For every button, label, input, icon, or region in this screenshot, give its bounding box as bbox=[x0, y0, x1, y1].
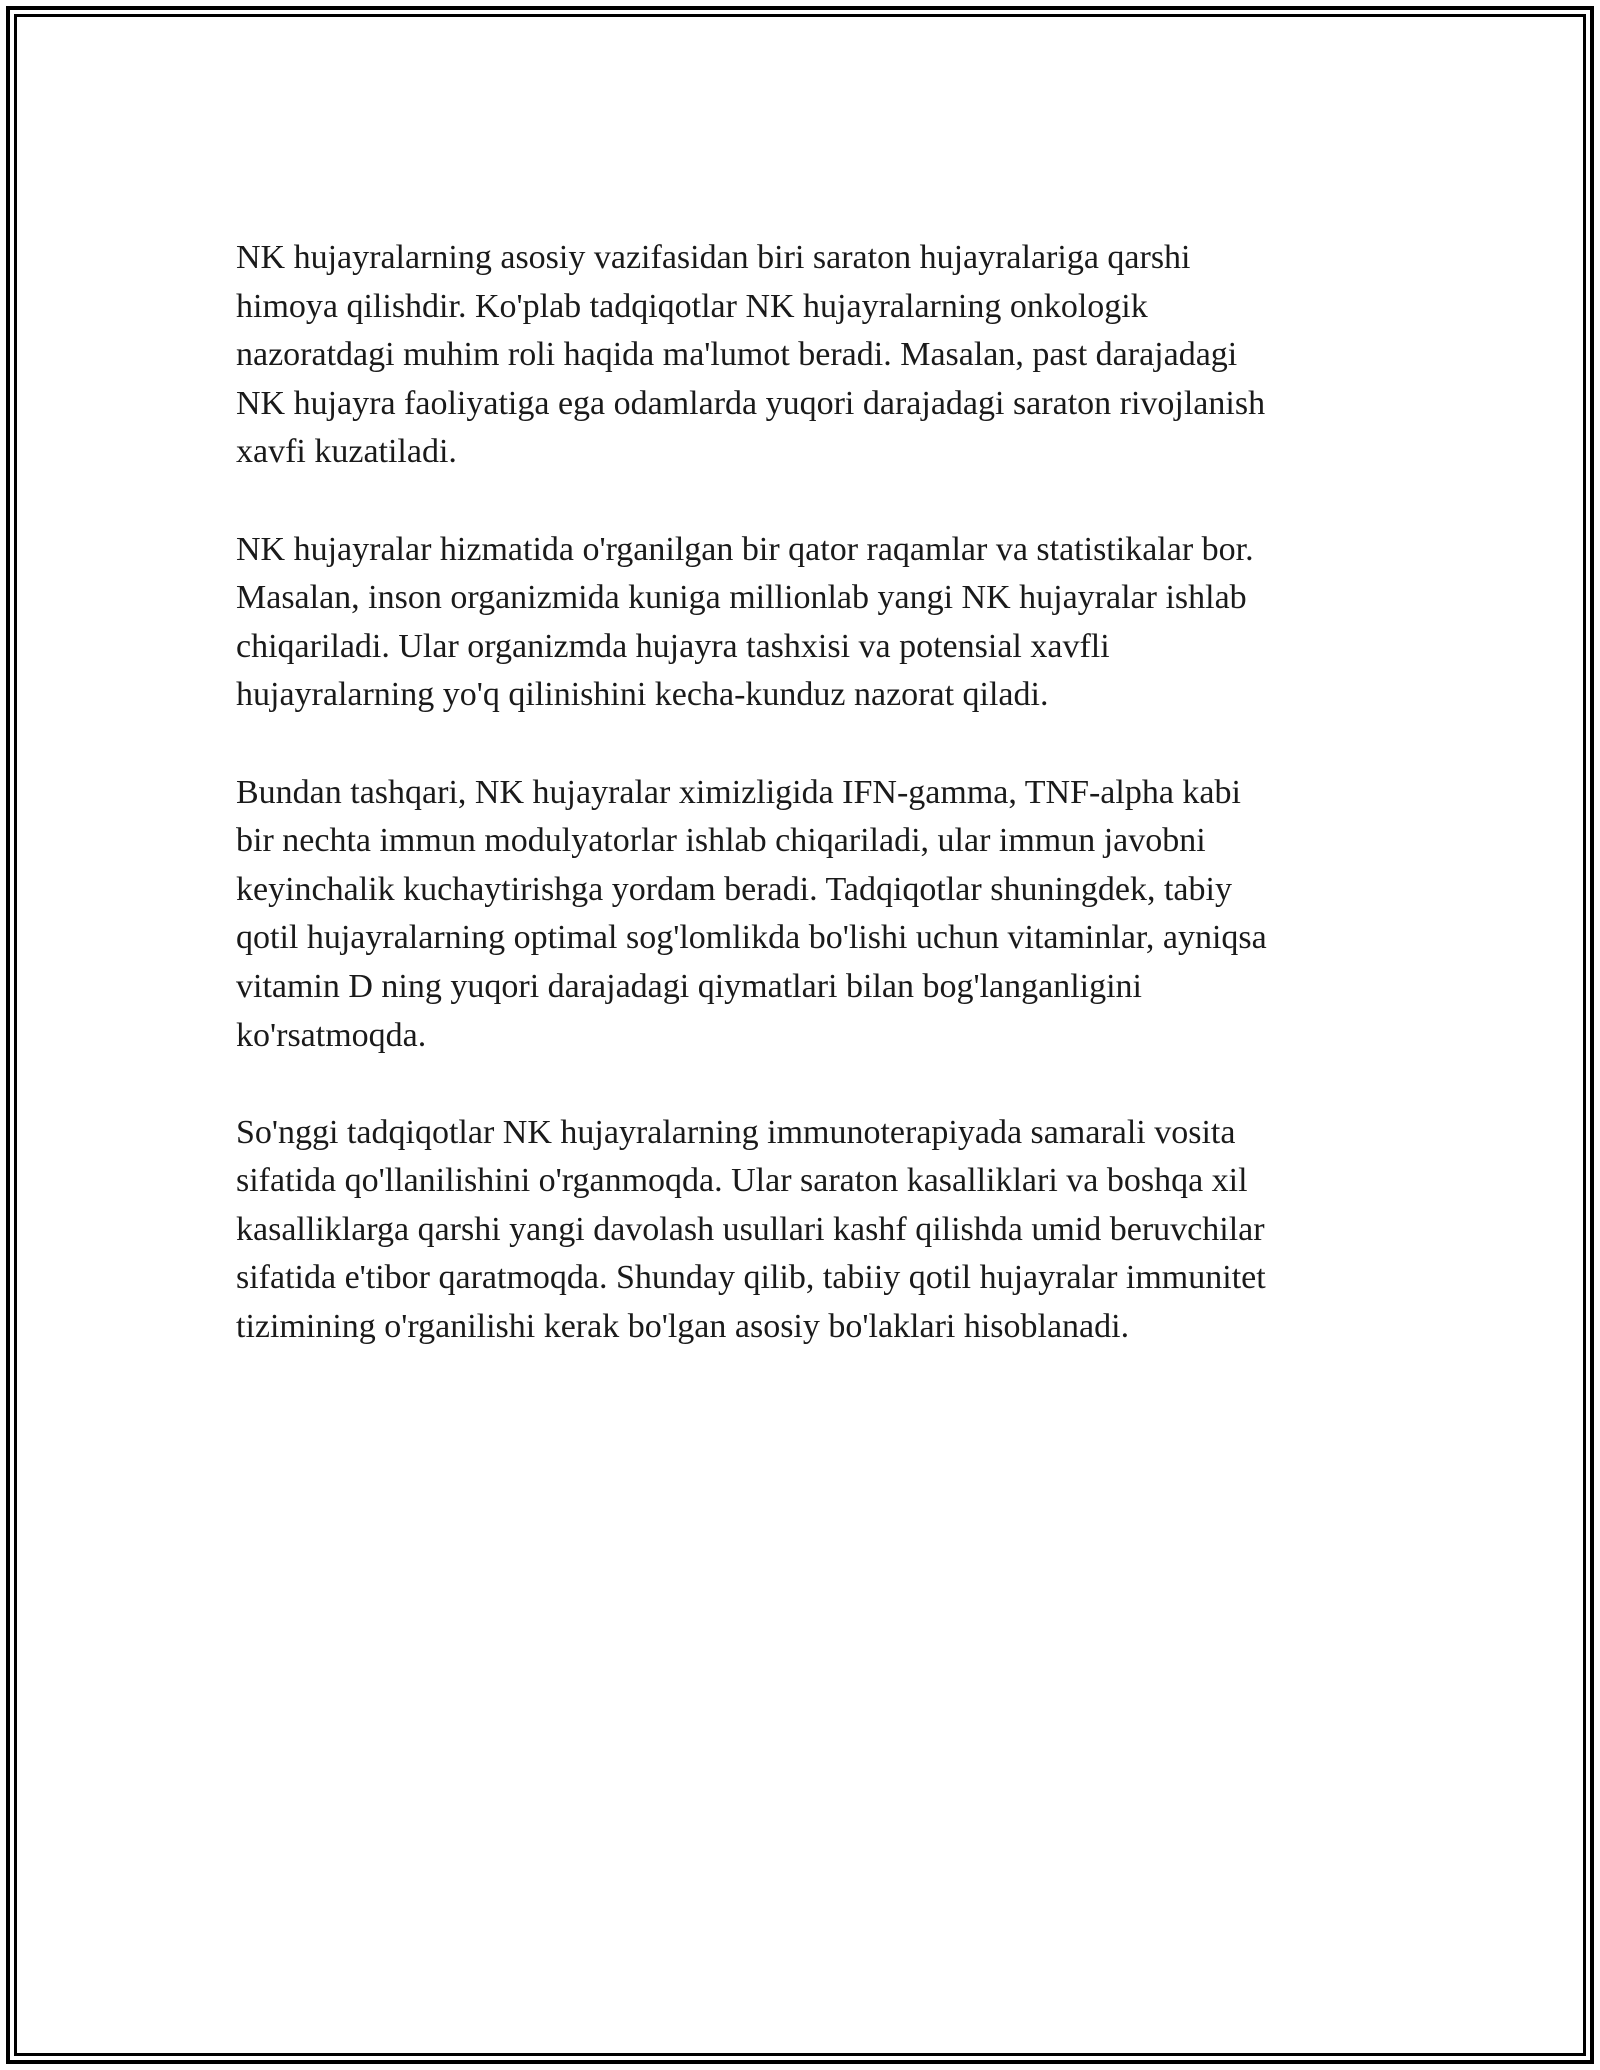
paragraph-3: Bundan tashqari, NK hujayralar ximizligida IFN-gamma, TNF-alpha kabi bir nechta immun modulyatorlar ishlab chiqariladi, ular immun javobni keyinchalik kuchaytirishga yordam beradi. Tadqiqotlar shuningdek, tabiy qotil hujayralarning optimal sog'lomlikda bo'lishi uchun vitaminlar, ayniqsa vitamin D ning yuqori darajadagi qiymatlari bilan bog'langanligini ko'rsatmoqda. bbox=[236, 773, 1267, 1054]
document-body bbox=[236, 234, 1366, 1352]
paragraph-2: NK hujayralar hizmatida o'rganilgan bir qator raqamlar va statistikalar bor. Masalan, inson organizmida kuniga millionlab yangi NK hujayralar ishlab chiqariladi. Ular organizmda hujayra tashxisi va potensial xavfli hujayralarning yo'q qilinishini kecha-kunduz nazorat qiladi. bbox=[236, 530, 1254, 714]
paragraph-1: NK hujayralarning asosiy vazifasidan biri saraton hujayralariga qarshi himoya qilishdir. Ko'plab tadqiqotlar NK hujayralarning onkologik nazoratdagi muhim roli haqida ma'lumot beradi. Masalan, past darajadagi NK hujayra faoliyatiga ega odamlarda yuqori darajadagi saraton rivojlanish xavfi kuzatiladi. bbox=[236, 239, 1266, 471]
paragraph-4: So'nggi tadqiqotlar NK hujayralarning immunoterapiyada samarali vosita sifatida qo'llanilishini o'rganmoqda. Ular saraton kasalliklari va boshqa xil kasalliklarga qarshi yangi davolash usullari kashf qilishda umid beruvchilar sifatida e'tibor qaratmoqda. Shunday qilib, tabiiy qotil hujayralar immunitet tizimining o'rganilishi kerak bo'lgan asosiy bo'laklari hisoblanadi. bbox=[236, 1113, 1266, 1346]
